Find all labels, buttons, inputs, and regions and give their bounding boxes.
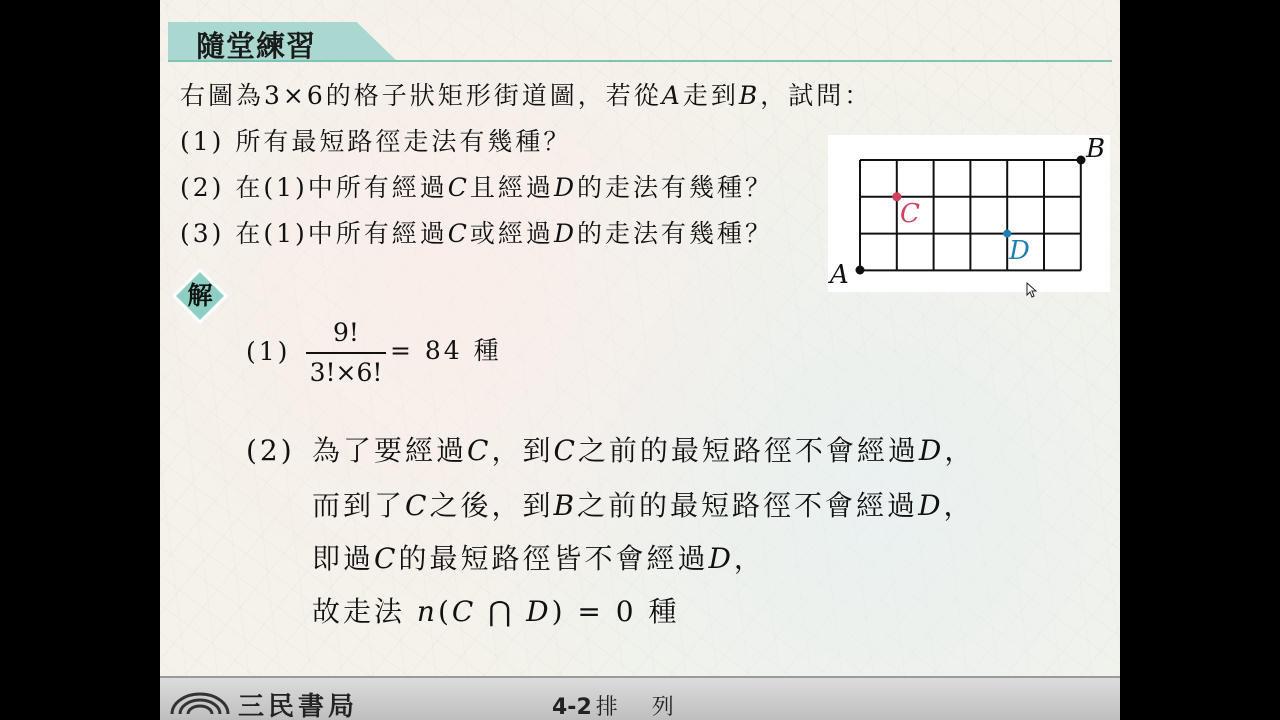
- page-title: 隨堂練習: [196, 29, 317, 63]
- text-run: ，: [944, 434, 976, 467]
- problem-intro: [180, 80, 872, 112]
- problem-intro-mid: 走到: [682, 81, 739, 110]
- section-number: 4-2: [552, 695, 592, 720]
- label-c: C: [900, 199, 920, 229]
- grid-diagram-panel: [828, 135, 1110, 292]
- mouse-cursor-icon: [1026, 282, 1038, 298]
- solution-2-line-2: [312, 490, 975, 522]
- question-1: (1) 所有最短路徑走法有幾種？: [180, 127, 572, 156]
- section-name: 排 列: [595, 695, 680, 720]
- text-run: 故走法: [312, 595, 417, 628]
- question-2-mid: 且經過: [469, 173, 554, 202]
- var-c: C: [405, 489, 430, 522]
- section-title: [552, 690, 680, 720]
- var-c: C: [553, 434, 578, 467]
- var-d: D: [553, 219, 577, 248]
- fraction-bar: [306, 352, 386, 354]
- var-d: D: [918, 489, 944, 522]
- label-a: A: [830, 260, 849, 290]
- text-run: 而到了: [312, 489, 406, 522]
- text-run: ，: [733, 542, 765, 575]
- solution-2-line-1: [312, 435, 975, 467]
- question-2-end: 的走法有幾種？: [576, 173, 773, 202]
- slide: [160, 0, 1120, 720]
- text-run: 的最短路徑皆不會經過: [398, 542, 709, 575]
- var-d: D: [526, 595, 552, 628]
- text-run: ) = 0 種: [551, 595, 680, 628]
- solution-2-label: (2): [246, 434, 295, 467]
- point-a-dot: [856, 266, 865, 275]
- text-run: ，: [943, 489, 975, 522]
- text-run: (: [437, 595, 452, 628]
- var-c: C: [451, 595, 477, 628]
- text-run: 之前的最短路徑不會經過: [577, 489, 919, 522]
- solution-badge: [172, 268, 228, 324]
- question-3-text: (3) 在(1)中所有經過: [180, 219, 448, 248]
- text-run: ，到: [491, 434, 554, 467]
- var-a: A: [661, 81, 683, 110]
- solution-badge-label: 解: [187, 281, 213, 310]
- var-d: D: [708, 542, 734, 575]
- var-c: C: [447, 173, 470, 202]
- solution-2-line-3: [312, 543, 765, 575]
- question-3-end: 的走法有幾種？: [576, 219, 773, 248]
- grid-diagram: [828, 135, 1110, 292]
- question-2: [180, 172, 773, 204]
- question-3: [180, 218, 773, 250]
- var-n: n: [416, 595, 438, 628]
- solution-2-line-4: [312, 596, 679, 628]
- question-2-text: (2) 在(1)中所有經過: [180, 173, 448, 202]
- label-d: D: [1009, 236, 1030, 266]
- footer-bar: [160, 676, 1120, 720]
- var-c: C: [374, 542, 399, 575]
- label-b: B: [1086, 135, 1106, 164]
- var-b: B: [553, 489, 578, 522]
- var-c: C: [447, 219, 470, 248]
- var-d: D: [553, 173, 577, 202]
- text-run: 之前的最短路徑不會經過: [577, 434, 919, 467]
- fraction-denominator: 3!×6!: [309, 358, 383, 387]
- grid-lines: [860, 160, 1081, 270]
- point-b-dot: [1077, 156, 1086, 165]
- var-c: C: [467, 434, 492, 467]
- solution-1-label: (1): [246, 337, 291, 366]
- text-run: 之後，到: [429, 489, 554, 522]
- text-run: 為了要經過: [312, 434, 468, 467]
- fraction-numerator: 9!: [333, 318, 359, 347]
- publisher-name: 三民書局: [238, 692, 359, 720]
- var-b: B: [738, 81, 761, 110]
- var-d: D: [918, 434, 945, 467]
- intersection-symbol: ⋂: [476, 595, 527, 628]
- problem-intro-text: 右圖為3×6的格子狀矩形街道圖，若從: [180, 81, 662, 110]
- solution-1-result: = 84 種: [390, 336, 502, 365]
- text-run: 即過: [312, 542, 375, 575]
- problem-intro-end: ，試問：: [760, 81, 873, 110]
- question-3-mid: 或經過: [469, 219, 554, 248]
- publisher-logo-icon: [168, 686, 232, 718]
